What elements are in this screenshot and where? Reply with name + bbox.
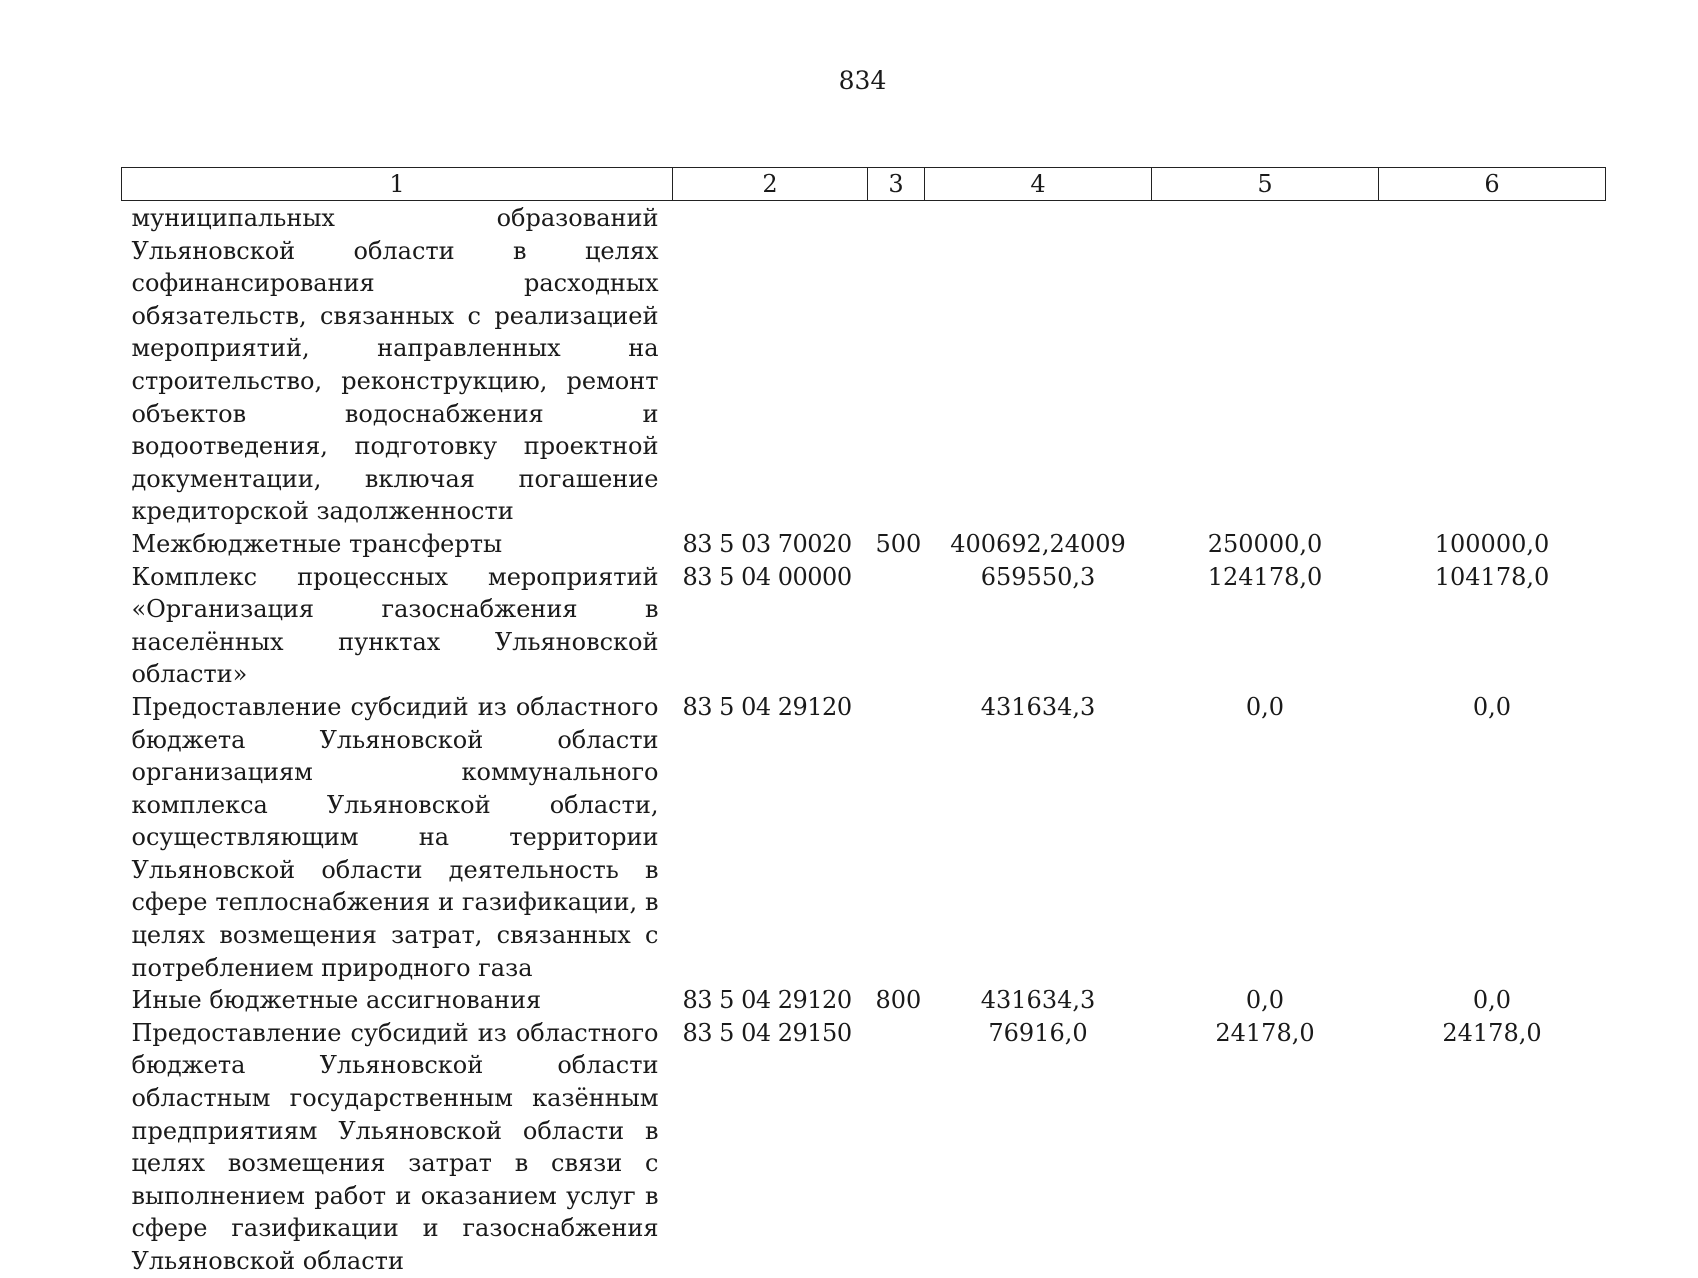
column-header-6: 6 (1379, 168, 1606, 201)
row-value-4: 431634,3 (980, 692, 1096, 721)
row-code: 83 5 04 29120 (682, 692, 852, 721)
row-value-5: 250000,0 (1207, 529, 1323, 558)
row-value-5: 124178,0 (1207, 562, 1323, 591)
table-row (122, 984, 1606, 1017)
row-value-5 (1152, 201, 1379, 528)
table-row (122, 528, 1606, 561)
row-type: 500 (875, 529, 922, 558)
row-type (868, 201, 925, 528)
row-code: 83 5 04 29120 (682, 986, 852, 1015)
row-value-5: 24178,0 (1215, 1018, 1315, 1047)
column-header-4: 4 (925, 168, 1152, 201)
row-value-4: 76916,0 (988, 1018, 1088, 1047)
table-row (122, 1017, 1606, 1278)
row-value-4 (925, 201, 1152, 528)
column-header-3: 3 (868, 168, 925, 201)
row-value-6: 104178,0 (1434, 562, 1550, 591)
row-name: муниципальных образований Ульяновской области в целях софинансирования расходных обязательств, связанных с реализацией мероприятий, направленных на строительство, реконструкцию, ремонт объектов водоснабжения и водоотведения, подготовку проектной документации, включая погашение кредиторской задолженности (131, 204, 659, 526)
row-code: 83 5 03 70020 (682, 529, 852, 558)
row-type (868, 561, 925, 691)
row-value-5: 0,0 (1245, 692, 1285, 721)
row-type (868, 691, 925, 984)
column-header-2: 2 (673, 168, 868, 201)
table-body (122, 201, 1606, 1278)
row-value-4: 659550,3 (980, 562, 1096, 591)
table-row (122, 201, 1606, 528)
page-number: 834 (838, 66, 887, 95)
row-value-6: 0,0 (1472, 986, 1512, 1015)
header-row (122, 168, 1606, 201)
budget-table (121, 167, 1606, 1278)
row-value-5: 0,0 (1245, 986, 1285, 1015)
row-name: Иные бюджетные ассигнования (131, 986, 542, 1015)
row-code: 83 5 04 29150 (682, 1018, 852, 1047)
row-value-6: 24178,0 (1442, 1018, 1542, 1047)
row-code: 83 5 04 00000 (682, 562, 852, 591)
row-code (673, 201, 868, 528)
row-value-6: 0,0 (1472, 692, 1512, 721)
row-value-4: 431634,3 (980, 986, 1096, 1015)
row-value-6: 100000,0 (1434, 529, 1550, 558)
row-name: Предоставление субсидий из областного бюджета Ульяновской области областным государственным казённым предприятиям Ульяновской области в целях возмещения затрат в связи с выполнением работ и оказанием услуг в сфере газификации и газоснабжения Ульяновской области (131, 1018, 659, 1275)
row-name: Межбюджетные трансферты (131, 529, 503, 558)
row-type (868, 1017, 925, 1278)
row-name: Предоставление субсидий из областного бюджета Ульяновской области организациям коммунального комплекса Ульяновской области, осуществляющим на территории Ульяновской области деятельность в сфере теплоснабжения и газификации, в целях возмещения затрат, связанных с потреблением природного газа (131, 692, 659, 982)
row-name: Комплекс процессных мероприятий «Организация газоснабжения в населённых пунктах Ульяновской области» (131, 562, 659, 689)
row-type: 800 (875, 986, 922, 1015)
table-header (122, 168, 1606, 201)
column-header-1: 1 (122, 168, 673, 201)
column-header-5: 5 (1152, 168, 1379, 201)
table-row (122, 561, 1606, 691)
row-value-4: 400692,24009 (950, 529, 1126, 558)
row-value-6 (1379, 201, 1606, 528)
table-row (122, 691, 1606, 984)
